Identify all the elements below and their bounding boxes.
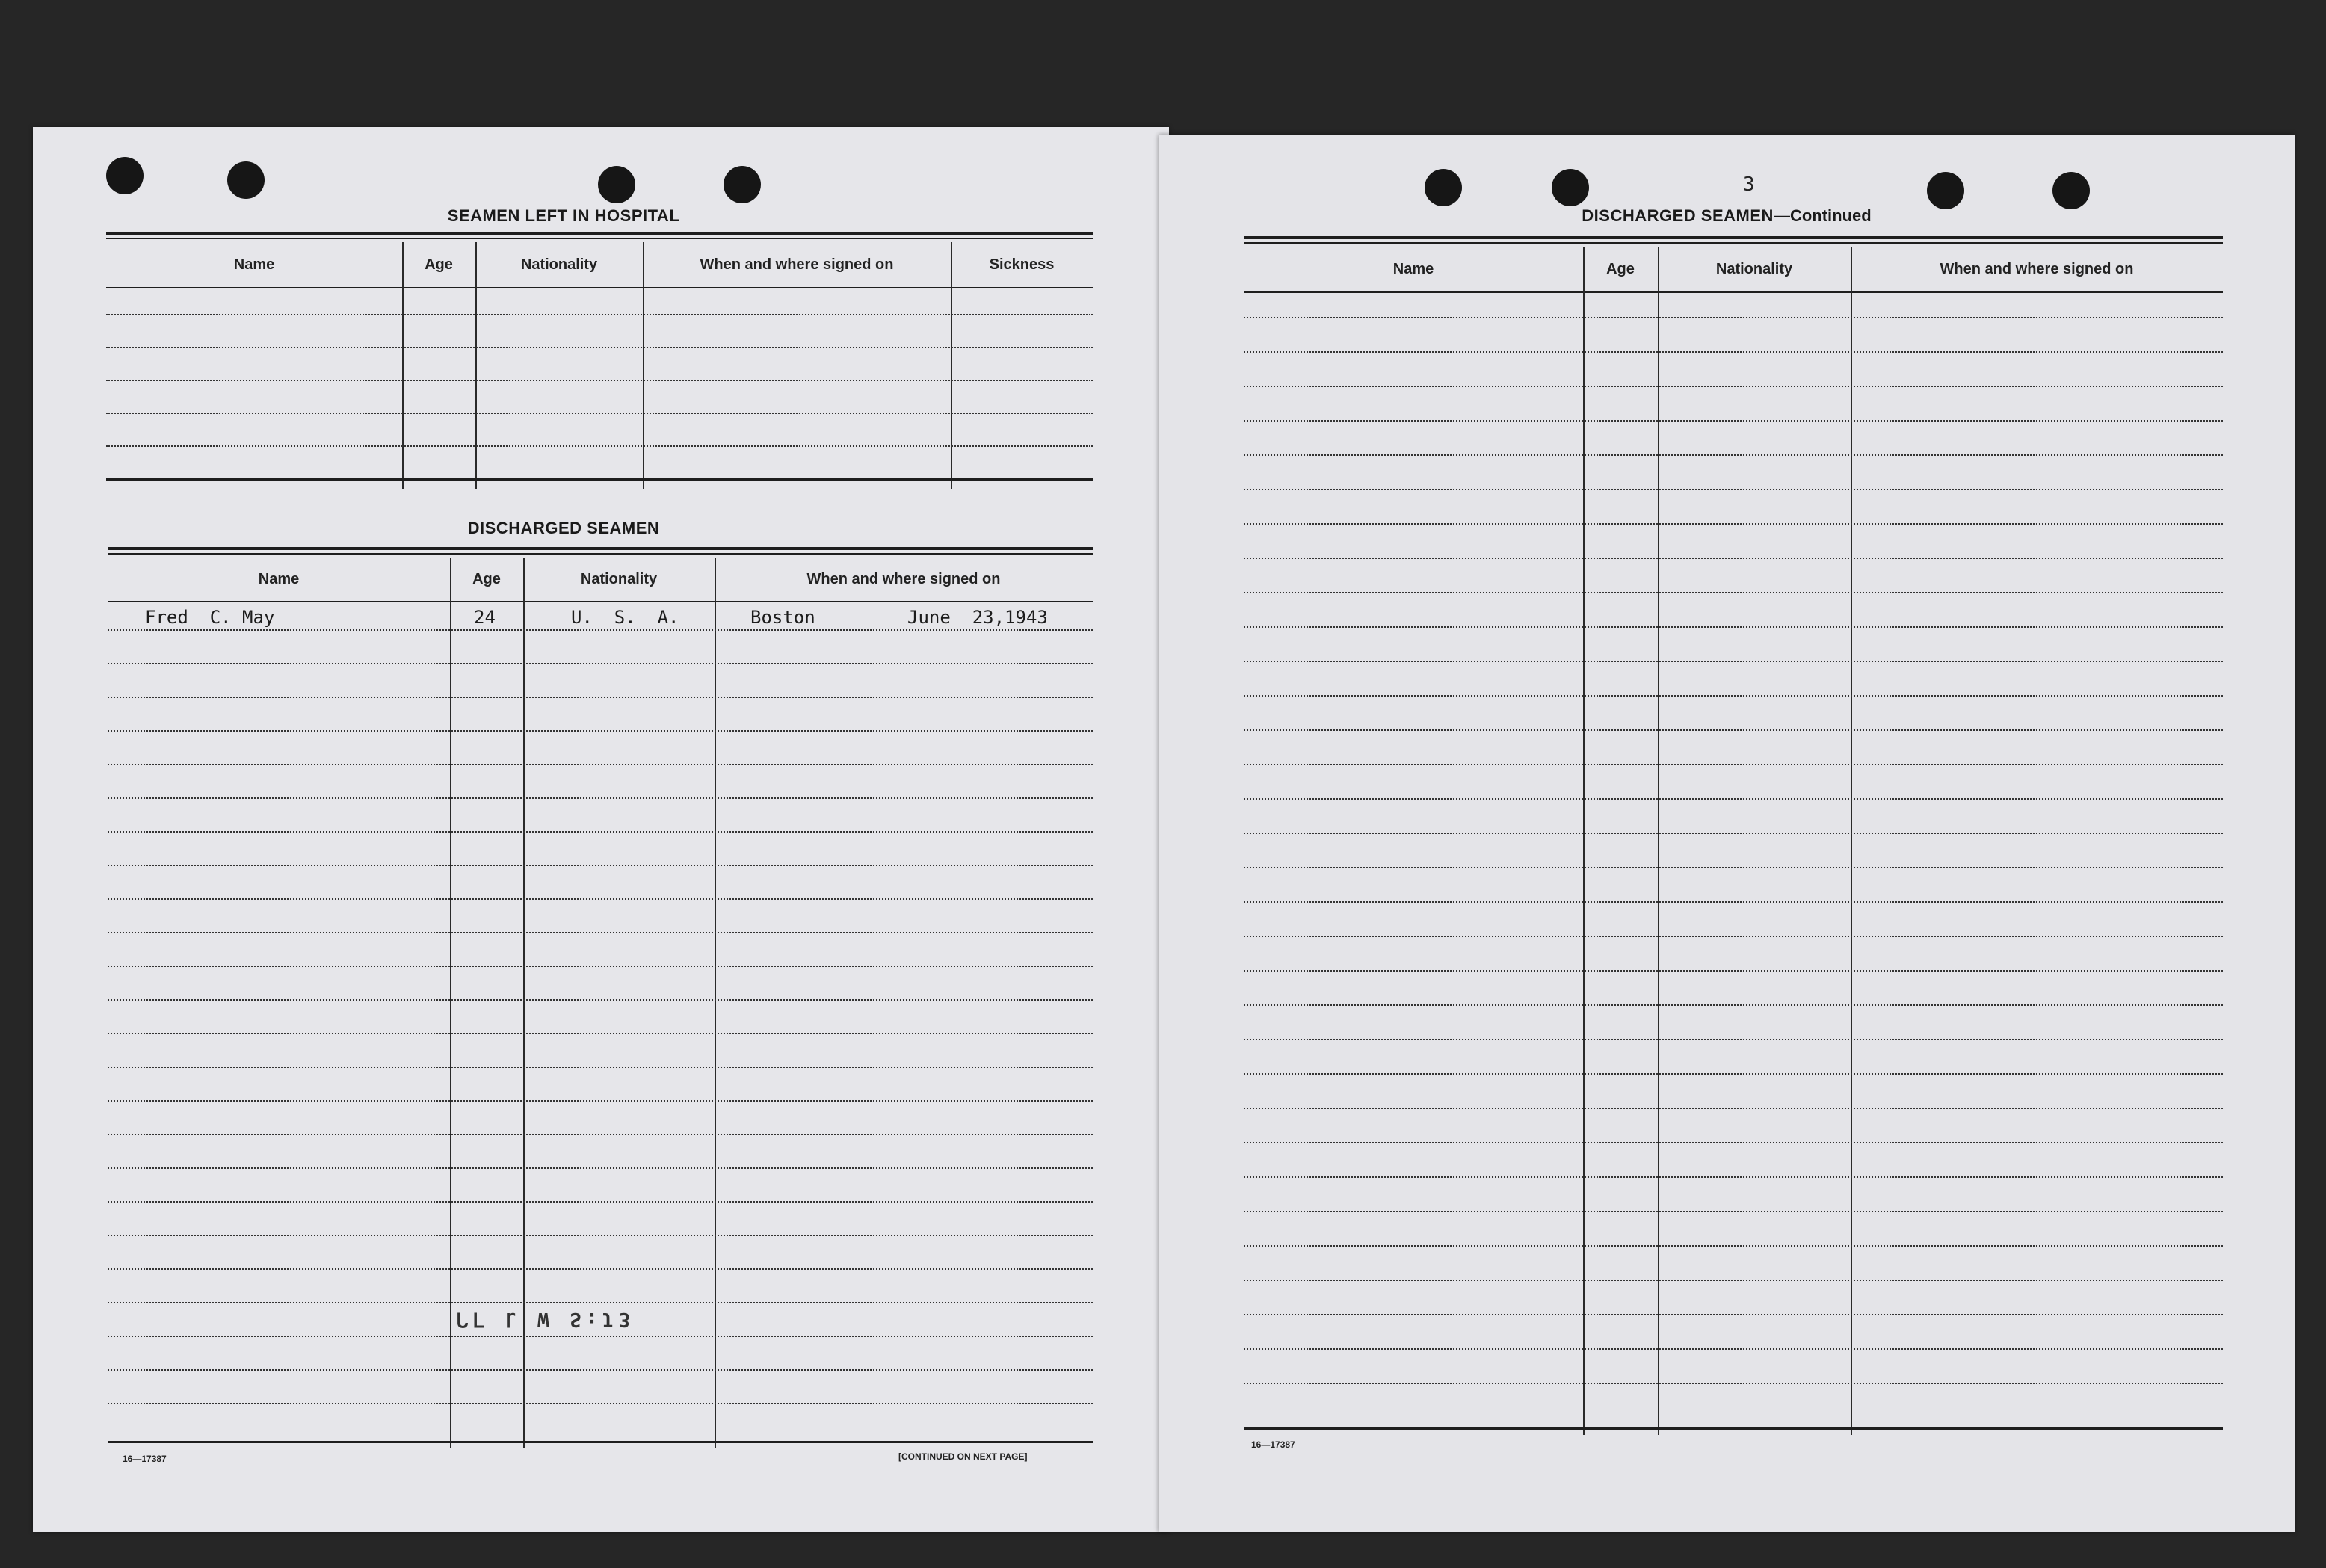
punch-hole: [1552, 169, 1589, 206]
table-bottom-rule: [108, 1441, 1093, 1443]
row-line: [106, 380, 1093, 381]
row-line: [1244, 1211, 2223, 1212]
column-header-signed-on: When and where signed on: [806, 570, 1001, 587]
column-header-name: Name: [233, 256, 275, 273]
row-line: [1244, 867, 2223, 868]
row-line: [1244, 901, 2223, 903]
form-number: 16—17387: [123, 1454, 167, 1464]
discharged-table-header: [108, 558, 1093, 602]
row-line: [106, 445, 1093, 447]
row-line: [1244, 1348, 2223, 1350]
row-line: [1244, 558, 2223, 559]
row-line: [106, 314, 1093, 315]
column-divider: [402, 242, 404, 489]
column-divider: [1851, 247, 1852, 1435]
left-page: [33, 127, 1169, 1532]
row-line: [108, 1302, 1093, 1303]
row-line: [1244, 1039, 2223, 1040]
inverted-stamp: ƐƖ:Ƨ W ɺ ᒣᒉ: [451, 1308, 631, 1330]
column-divider: [1583, 247, 1585, 1435]
hospital-table-header: [106, 242, 1093, 288]
row-line: [1244, 798, 2223, 800]
signed-on-place: Boston: [750, 607, 815, 628]
row-line: [108, 865, 1093, 866]
punch-hole: [598, 166, 635, 203]
row-line: [1244, 454, 2223, 456]
discharged-title-suffix: —Continued: [1773, 206, 1872, 225]
column-header-age: Age: [425, 256, 453, 273]
table-bottom-rule: [1244, 1427, 2223, 1430]
row-line: [1244, 729, 2223, 731]
row-line: [108, 797, 1093, 799]
row-line: [106, 347, 1093, 348]
row-line: [108, 1033, 1093, 1034]
row-line: [108, 1201, 1093, 1203]
discharged-title-main: DISCHARGED SEAMEN: [1582, 206, 1774, 225]
row-line: [1244, 833, 2223, 834]
row-line: [108, 932, 1093, 933]
row-line: [108, 898, 1093, 900]
row-line: [108, 831, 1093, 833]
row-line: [1244, 1383, 2223, 1384]
row-line: [106, 413, 1093, 414]
column-header-signed-on: When and where signed on: [1940, 260, 2134, 277]
row-line: [1244, 626, 2223, 628]
row-line: [1244, 1108, 2223, 1109]
row-line: [108, 966, 1093, 967]
column-divider: [951, 242, 952, 489]
column-header-nationality: Nationality: [580, 570, 658, 587]
punch-hole: [227, 161, 265, 199]
row-line: [108, 1403, 1093, 1404]
row-line: [1244, 1314, 2223, 1315]
row-line: [108, 999, 1093, 1001]
row-line: [1244, 420, 2223, 422]
row-line: [108, 697, 1093, 698]
column-divider: [475, 242, 477, 489]
row-line: [1244, 695, 2223, 697]
row-line: [1244, 764, 2223, 765]
column-header-name: Name: [258, 570, 300, 587]
row-line: [1244, 1280, 2223, 1281]
row-line: [1244, 386, 2223, 387]
row-line: [108, 1134, 1093, 1135]
row-line: [108, 1235, 1093, 1236]
row-line: [108, 663, 1093, 664]
row-line: [108, 764, 1093, 765]
row-line: [108, 1268, 1093, 1270]
row-line: [1244, 970, 2223, 972]
row-line: [108, 1067, 1093, 1068]
row-line: [108, 1369, 1093, 1371]
continued-note: [CONTINUED ON NEXT PAGE]: [898, 1451, 1028, 1462]
discharged-section-title: DISCHARGED SEAMEN: [467, 519, 660, 537]
column-header-name: Name: [1392, 260, 1434, 277]
row-line: [1244, 523, 2223, 525]
column-header-age: Age: [1606, 260, 1635, 277]
row-line: [1244, 1176, 2223, 1178]
column-divider: [1658, 247, 1659, 1435]
seaman-age: 24: [474, 607, 496, 628]
row-line: [1244, 1142, 2223, 1143]
row-line: [1244, 317, 2223, 318]
punch-hole: [106, 157, 144, 194]
column-header-nationality: Nationality: [1715, 260, 1793, 277]
row-line: [108, 1336, 1093, 1337]
row-line: [1244, 592, 2223, 593]
punch-hole: [1927, 172, 1964, 209]
row-line: [1244, 1073, 2223, 1075]
form-number: 16—17387: [1251, 1439, 1295, 1450]
punch-hole: [724, 166, 761, 203]
punch-hole: [1425, 169, 1462, 206]
discharged-continued-header: [1244, 247, 2223, 293]
page-number: 3: [1743, 173, 1755, 196]
row-line: [1244, 489, 2223, 490]
column-divider: [643, 242, 644, 489]
signed-on-date: June 23,1943: [907, 607, 1048, 628]
row-line: [1244, 936, 2223, 937]
seaman-name: Fred C. May: [145, 607, 275, 628]
row-line: [1244, 351, 2223, 353]
discharged-continued-table: [1244, 236, 2223, 1432]
row-line: [108, 629, 1093, 631]
punch-hole: [2052, 172, 2090, 209]
column-header-signed-on: When and where signed on: [700, 256, 894, 273]
row-line: [1244, 661, 2223, 662]
column-header-sickness: Sickness: [989, 256, 1055, 273]
table-bottom-rule: [106, 478, 1093, 481]
row-line: [108, 1100, 1093, 1102]
column-header-nationality: Nationality: [520, 256, 598, 273]
column-header-age: Age: [472, 570, 501, 587]
row-line: [1244, 1245, 2223, 1247]
discharged-continued-title: [1517, 206, 1936, 226]
column-divider: [715, 558, 716, 1448]
row-line: [108, 730, 1093, 732]
hospital-section-title: SEAMEN LEFT IN HOSPITAL: [447, 206, 680, 225]
row-line: [108, 1167, 1093, 1169]
row-line: [1244, 1004, 2223, 1006]
right-page: [1159, 135, 2295, 1532]
seaman-nationality: U. S. A.: [571, 607, 679, 628]
